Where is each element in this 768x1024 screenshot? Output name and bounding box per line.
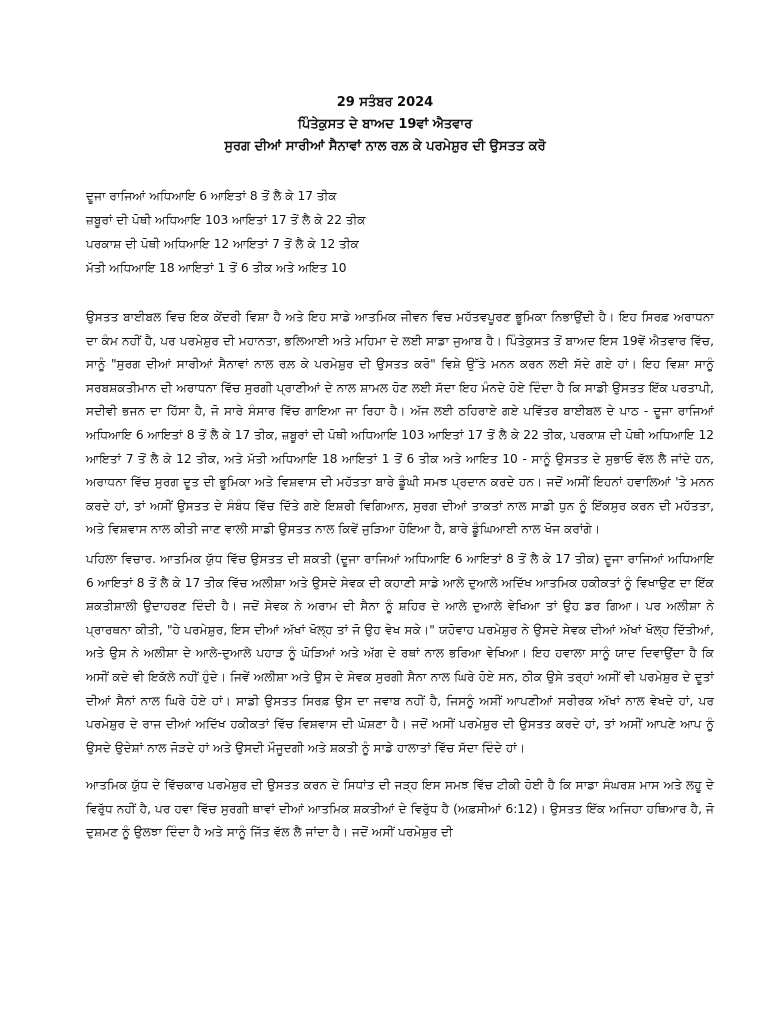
reading-item: ਪਰਕਾਸ਼ ਦੀ ਪੋਥੀ ਅਧਿਆਇ 12 ਆਇਤਾਂ 7 ਤੋਂ ਲੈ ਕੇ 12 ਤੀਕ <box>86 237 359 251</box>
reading-item: ਜ਼ਬੂਰਾਂ ਦੀ ਪੋਥੀ ਅਧਿਆਇ 103 ਆਇਤਾਂ 17 ਤੋਂ ਲੈ ਕੇ 22 ਤੀਕ <box>86 213 366 227</box>
paragraph: ਉਸਤਤ ਬਾਈਬਲ ਵਿਚ ਇਕ ਕੇਂਦਰੀ ਵਿਸ਼ਾ ਹੈ ਅਤੇ ਇਹ ਸਾਡੇ ਆਤਮਿਕ ਜੀਵਨ ਵਿਚ ਮਹੱਤਵਪੂਰਣ ਭੂਮਿਕਾ ਨਿਭਾਉਂਦੀ ਹੈ। ਇਹ ਸਿਰਫ਼ ਅਰਾਧਨਾ ਦਾ ਕੰਮ ਨਹੀਂ ਹੈ, ਪਰ ਪਰਮੇਸ਼ੁਰ ਦੀ ਮਹਾਨਤਾ, ਭਲਿਆਈ ਅਤੇ ਮਹਿਮਾ ਦੇ ਲਈ ਸਾਡਾ ਜੁਆਬ ਹੈ। ਪਿੰਤੇਕੁਸਤ ਤੋਂ ਬਾਅਦ ਇਸ 19ਵੇਂ ਐਤਵਾਰ ਵਿੱਚ, ਸਾਨੂੰ "ਸੁਰਗ ਦੀਆਂ ਸਾਰੀਆਂ ਸੈਨਾਵਾਂ ਨਾਲ ਰਲ਼ ਕੇ ਪਰਮੇਸ਼ੁਰ ਦੀ ਉਸਤਤ ਕਰੋ" ਵਿਸ਼ੇ ਉੱਤੇ ਮਨਨ ਕਰਨ ਲਈ ਸੱਦੇ ਗਏ ਹਾਂ। ਇਹ ਵਿਸ਼ਾ ਸਾਨੂੰ ਸਰਬਸ਼ਕਤੀਮਾਨ ਦੀ ਅਰਾਧਨਾ ਵਿੱਚ ਸੁਰਗੀ ਪ੍ਰਾਣੀਆਂ ਦੇ ਨਾਲ ਸ਼ਾਮਲ ਹੋਣ ਲਈ ਸੱਦਾ ਇਹ ਮੰਨਦੇ ਹੋਏ ਦਿੰਦਾ ਹੈ ਕਿ ਸਾਡੀ ਉਸਤਤ ਇੱਕ ਪਰਤਾਪੀ, ਸਦੀਵੀ ਭਜਨ ਦਾ ਹਿੱਸਾ ਹੈ, ਜੋ ਸਾਰੇ ਸੰਸਾਰ ਵਿੱਚ ਗਾਇਆ ਜਾ ਰਿਹਾ ਹੈ। ਅੱਜ ਲਈ ਠਹਿਰਾਏ ਗਏ ਪਵਿੱਤਰ ਬਾਈਬਲ ਦੇ ਪਾਠ - ਦੂਜਾ ਰਾਜਿਆਂ ਅਧਿਆਇ 6 ਆਇਤਾਂ 8 ਤੋਂ ਲੈ ਕੇ 17 ਤੀਕ, ਜ਼ਬੂਰਾਂ ਦੀ ਪੋਥੀ ਅਧਿਆਇ 103 ਆਇਤਾਂ 17 ਤੋਂ ਲੈ ਕੇ 22 ਤੀਕ, ਪਰਕਾਸ਼ ਦੀ ਪੋਥੀ ਅਧਿਆਇ 12 ਆਇਤਾਂ 7 ਤੋਂ ਲੈ ਕੇ 12 ਤੀਕ, ਅਤੇ ਮੱਤੀ ਅਧਿਆਇ 18 ਆਇਤਾਂ 1 ਤੋਂ 6 ਤੀਕ ਅਤੇ ਆਇਤ 10 - ਸਾਨੂੰ ਉਸਤਤ ਦੇ ਸੁਭਾਓ ਵੱਲ ਲੈ ਜਾਂਦੇ ਹਨ, ਅਰਾਧਨਾ ਵਿੱਚ ਸੁਰਗ ਦੂਤ ਦੀ ਭੂਮਿਕਾ ਅਤੇ ਵਿਸ਼ਵਾਸ ਦੀ ਮਹੱਤਤਾ ਬਾਰੇ ਡੂੰਘੀ ਸਮਝ ਪ੍ਰਦਾਨ ਕਰਦੇ ਹਨ। ਜਦੋਂ ਅਸੀਂ ਇਹਨਾਂ ਹਵਾਲਿਆਂ 'ਤੇ ਮਨਨ ਕਰਦੇ ਹਾਂ, ਤਾਂ ਅਸੀਂ ਉਸਤਤ ਦੇ ਸੰਬੰਧ ਵਿੱਚ ਦਿੱਤੇ ਗਏ ਇਸ਼ਰੀ ਵਿਗਿਆਨ, ਸੁਰਗ ਦੀਆਂ ਤਾਕਤਾਂ ਨਾਲ ਸਾਡੀ ਧੁਨ ਨੂੰ ਇੱਕਸੁਰ ਕਰਨ ਦੀ ਮਹੱਤਤਾ, ਅਤੇ ਵਿਸ਼ਵਾਸ ਨਾਲ ਕੀਤੀ ਜਾਣ ਵਾਲੀ ਸਾਡੀ ਉਸਤਤ ਨਾਲ ਕਿਵੇਂ ਜੁੜਿਆ ਹੋਇਆ ਹੈ, ਬਾਰੇ ਡੂੰਘਿਆਈ ਨਾਲ ਖੋਜ ਕਰਾਂਗੇ। <box>86 310 714 537</box>
header-sunday: ਪਿੰਤੇਕੁਸਤ ਦੇ ਬਾਅਦ 19ਵਾਂ ਐਤਵਾਰ <box>297 117 473 132</box>
document-header <box>56 92 714 158</box>
readings-list <box>86 184 714 280</box>
header-title: ਸੁਰਗ ਦੀਆਂ ਸਾਰੀਆਂ ਸੈਨਾਵਾਂ ਨਾਲ ਰਲ਼ ਕੇ ਪਰਮੇਸ਼ੁਰ ਦੀ ਉਸਤਤ ਕਰੋ <box>224 139 546 154</box>
paragraph: ਆਤਮਿਕ ਯੁੱਧ ਦੇ ਵਿੱਚਕਾਰ ਪਰਮੇਸ਼ੁਰ ਦੀ ਉਸਤਤ ਕਰਨ ਦੇ ਸਿਧਾਂਤ ਦੀ ਜੜ੍ਹ ਇਸ ਸਮਝ ਵਿੱਚ ਟੀਕੀ ਹੋਈ ਹੈ ਕਿ ਸਾਡਾ ਸੰਘਰਸ਼ ਮਾਸ ਅਤੇ ਲਹੂ ਦੇ ਵਿਰੁੱਧ ਨਹੀਂ ਹੈ, ਪਰ ਹਵਾ ਵਿੱਚ ਸੁਰਗੀ ਥਾਵਾਂ ਦੀਆਂ ਆਤਮਿਕ ਸ਼ਕਤੀਆਂ ਦੇ ਵਿਰੁੱਧ ਹੈ (ਅਫ਼ਸੀਆਂ 6:12)। ਉਸਤਤ ਇੱਕ ਅਜਿਹਾ ਹਥਿਆਰ ਹੈ, ਜੋ ਦੁਸ਼ਮਣ ਨੂੰ ਉਲਝਾ ਦਿੰਦਾ ਹੈ ਅਤੇ ਸਾਨੂੰ ਜਿੱਤ ਵੱਲ ਲੈ ਜਾਂਦਾ ਹੈ। ਜਦੋਂ ਅਸੀਂ ਪਰਮੇਸ਼ੁਰ ਦੀ <box>86 778 714 840</box>
reading-item: ਮੱਤੀ ਅਧਿਆਇ 18 ਆਇਤਾਂ 1 ਤੋਂ 6 ਤੀਕ ਅਤੇ ਅਇਤ 10 <box>86 261 347 275</box>
body-text <box>86 306 714 845</box>
header-date: 29 ਸਤੰਬਰ 2024 <box>336 95 434 110</box>
paragraph: ਪਹਿਲਾ ਵਿਚਾਰ. ਆਤਮਿਕ ਯੁੱਧ ਵਿੱਚ ਉਸਤਤ ਦੀ ਸ਼ਕਤੀ (ਦੂਜਾ ਰਾਜਿਆਂ ਅਧਿਆਇ 6 ਆਇਤਾਂ 8 ਤੋਂ ਲੈ ਕੇ 17 ਤੀਕ) ਦੂਜਾ ਰਾਜਿਆਂ ਅਧਿਆਇ 6 ਆਇਤਾਂ 8 ਤੋਂ ਲੈ ਕੇ 17 ਤੀਕ ਵਿੱਚ ਅਲੀਸ਼ਾ ਅਤੇ ਉਸਦੇ ਸੇਵਕ ਦੀ ਕਹਾਣੀ ਸਾਡੇ ਆਲੇ ਦੁਆਲੇ ਅਦਿੱਖ ਆਤਮਿਕ ਹਕੀਕਤਾਂ ਨੂੰ ਵਿਖਾਉਣ ਦਾ ਇੱਕ ਸ਼ਕਤੀਸ਼ਾਲੀ ਉਦਾਹਰਣ ਦਿੰਦੀ ਹੈ। ਜਦੋਂ ਸੇਵਕ ਨੇ ਅਰਾਮ ਦੀ ਸੈਨਾ ਨੂੰ ਸ਼ਹਿਰ ਦੇ ਆਲੇ ਦੁਆਲੇ ਵੇਖਿਆ ਤਾਂ ਉਹ ਡਰ ਗਿਆ। ਪਰ ਅਲੀਸ਼ਾ ਨੇ ਪ੍ਰਾਰਥਨਾ ਕੀਤੀ, "ਹੇ ਪਰਮੇਸ਼ੁਰ, ਇਸ ਦੀਆਂ ਅੱਖਾਂ ਖੋਲ੍ਹ ਤਾਂ ਜੋ ਉਹ ਵੇਖ ਸਕੇ।" ਯਹੋਵਾਹ ਪਰਮੇਸ਼ੁਰ ਨੇ ਉਸਦੇ ਸੇਵਕ ਦੀਆਂ ਅੱਖਾਂ ਖੋਲ੍ਹ ਦਿੱਤੀਆਂ, ਅਤੇ ਉਸ ਨੇ ਅਲੀਸ਼ਾ ਦੇ ਆਲੇ-ਦੁਆਲੇ ਪਹਾੜ ਨੂੰ ਘੋੜਿਆਂ ਅਤੇ ਅੱਗ ਦੇ ਰਥਾਂ ਨਾਲ ਭਰਿਆ ਵੇਖਿਆ। ਇਹ ਹਵਾਲਾ ਸਾਨੂੰ ਯਾਦ ਦਿਵਾਉਂਦਾ ਹੈ ਕਿ ਅਸੀਂ ਕਦੇ ਵੀ ਇਕੱਲੇ ਨਹੀਂ ਹੁੰਦੇ। ਜਿਵੇਂ ਅਲੀਸ਼ਾ ਅਤੇ ਉਸ ਦੇ ਸੇਵਕ ਸੁਰਗੀ ਸੈਨਾ ਨਾਲ ਘਿਰੇ ਹੋਏ ਸਨ, ਠੀਕ ਉਸੇ ਤਰ੍ਹਾਂ ਅਸੀਂ ਵੀ ਪਰਮੇਸ਼ੁਰ ਦੇ ਦੂਤਾਂ ਦੀਆਂ ਸੈਨਾਂ ਨਾਲ ਘਿਰੇ ਹੋਏ ਹਾਂ। ਸਾਡੀ ਉਸਤਤ ਸਿਰਫ਼ ਉਸ ਦਾ ਜਵਾਬ ਨਹੀਂ ਹੈ, ਜਿਸਨੂੰ ਅਸੀਂ ਆਪਣੀਆਂ ਸਰੀਰਕ ਅੱਖਾਂ ਨਾਲ ਵੇਖਦੇ ਹਾਂ, ਪਰ ਪਰਮੇਸ਼ੁਰ ਦੇ ਰਾਜ ਦੀਆਂ ਅਦਿੱਖ ਹਕੀਕਤਾਂ ਵਿੱਚ ਵਿਸ਼ਵਾਸ ਦੀ ਘੋਸ਼ਣਾ ਹੈ। ਜਦੋਂ ਅਸੀਂ ਪਰਮੇਸ਼ੁਰ ਦੀ ਉਸਤਤ ਕਰਦੇ ਹਾਂ, ਤਾਂ ਅਸੀਂ ਆਪਣੇ ਆਪ ਨੂੰ ਉਸਦੇ ਉਦੇਸ਼ਾਂ ਨਾਲ ਜੋੜਦੇ ਹਾਂ ਅਤੇ ਉਸਦੀ ਮੌਜੂਦਗੀ ਅਤੇ ਸ਼ਕਤੀ ਨੂੰ ਸਾਡੇ ਹਾਲਾਤਾਂ ਵਿੱਚ ਸੱਦਾ ਦਿੰਦੇ ਹਾਂ। <box>86 551 715 755</box>
reading-item: ਦੂਜਾ ਰਾਜਿਆਂ ਅਧਿਆਇ 6 ਆਇਤਾਂ 8 ਤੋਂ ਲੈ ਕੇ 17 ਤੀਕ <box>86 189 337 203</box>
